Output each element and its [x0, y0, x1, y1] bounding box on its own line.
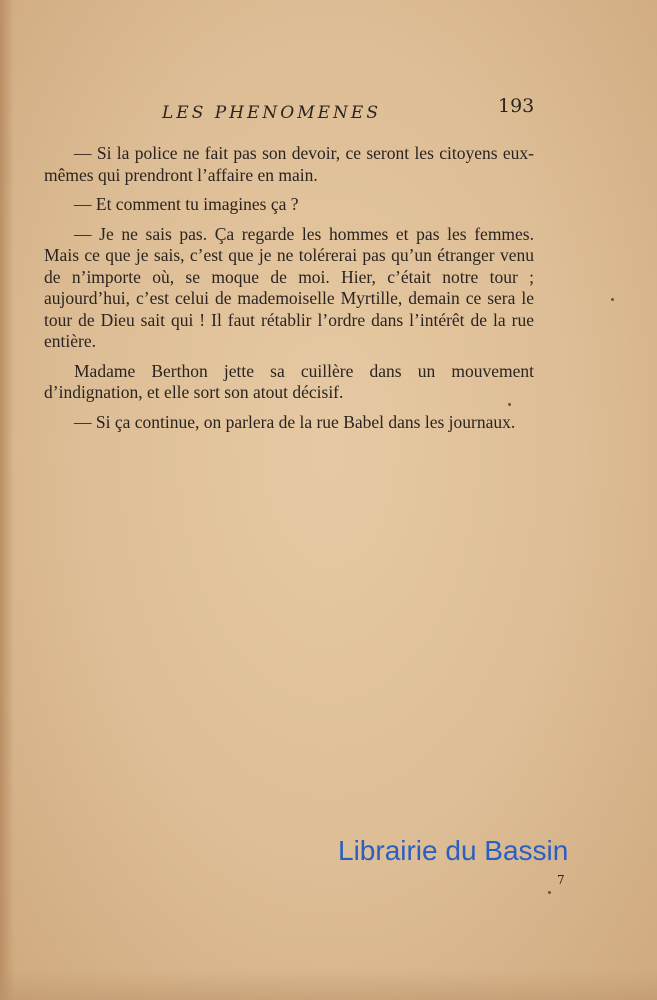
paragraph: — Si la police ne fait pas son devoir, ce seront les citoyens eux-mêmes qui prendront l’affaire en main. — [44, 143, 534, 185]
ink-speck — [611, 298, 614, 301]
body-text — [44, 143, 534, 441]
running-head: LES PHENOMENES — [162, 103, 381, 123]
paragraph: — Si ça continue, on parlera de la rue Babel dans les journaux. — [74, 411, 516, 432]
bookseller-watermark: Librairie du Bassin — [338, 835, 569, 866]
ink-speck — [508, 403, 511, 406]
page-bottom-shadow — [0, 970, 657, 1000]
page-header — [0, 95, 657, 125]
ink-speck — [548, 891, 551, 894]
paragraph: — Je ne sais pas. Ça regarde les hommes et pas les femmes. Mais ce que je sais, c’est que je ne tolérerai pas qu’un étranger venu de n’importe où, se moque de moi. Hier, c’était notre tour ; aujourd’hui, c’est celui de mademoiselle Myrtille, demain ce sera le tour de Dieu sait qui ! Il faut rétablir l’ordre dans l’intérêt de la rue entière. — [44, 223, 534, 351]
page-edge-shadow — [0, 0, 14, 1000]
paragraph: — Et comment tu imagines ça ? — [74, 194, 299, 214]
page-number: 193 — [498, 95, 535, 117]
paragraph: Madame Berthon jette sa cuillère dans un mouvement d’indignation, et elle sort son atout décisif. — [44, 360, 534, 402]
signature-mark: 7 — [557, 873, 565, 887]
